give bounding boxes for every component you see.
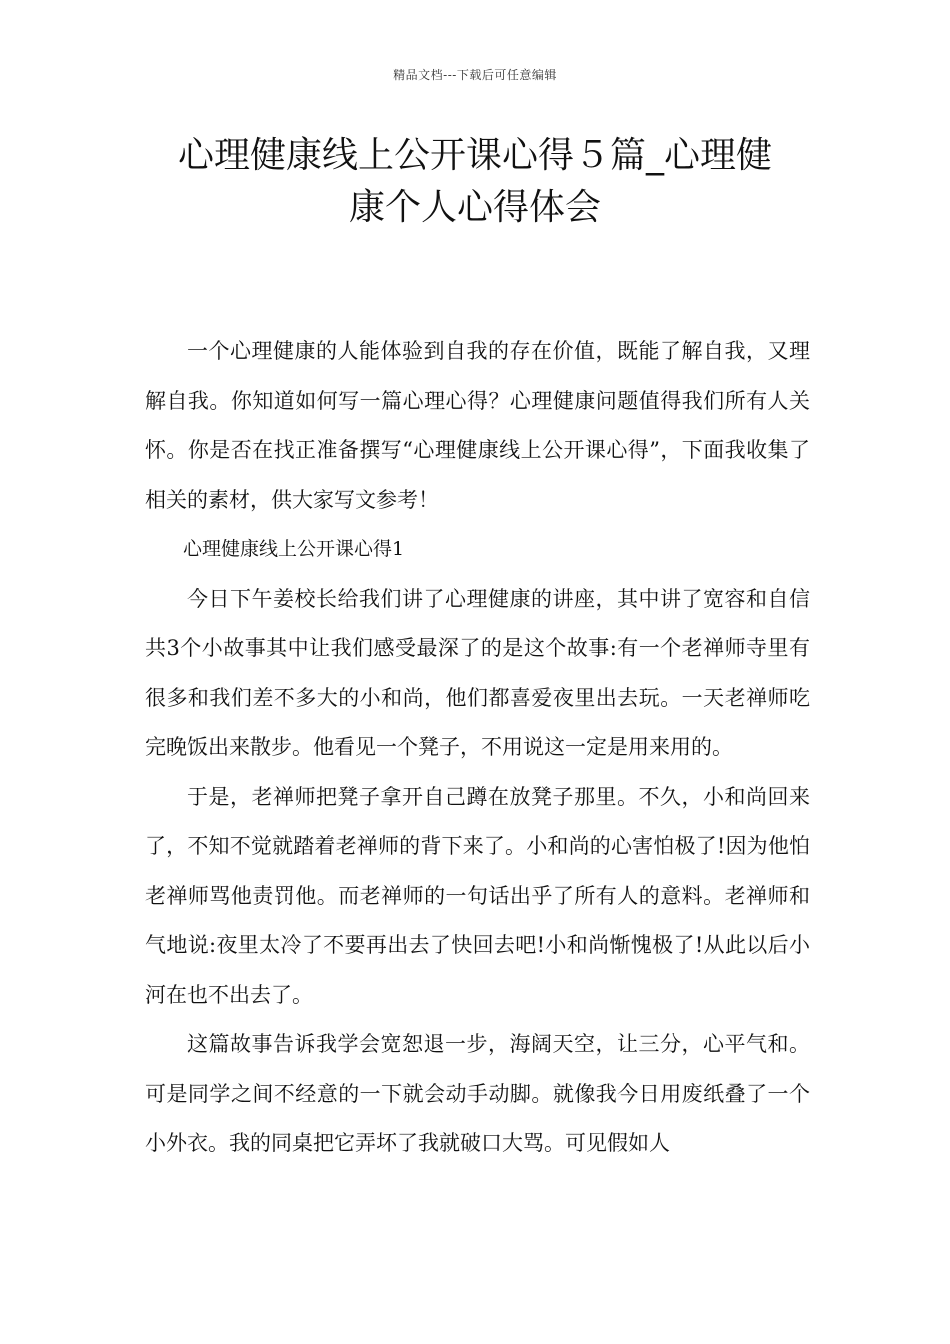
body-paragraph-3: 这篇故事告诉我学会宽恕退一步，海阔天空，让三分，心平气和。可是同学之间不经意的一下就会动手动脚。就像我今日用废纸叠了一个小外衣。我的同桌把它弄坏了我就破口大骂。可见假如人 <box>145 1032 810 1155</box>
page-header: 精品文档---下载后可任意编辑 <box>393 68 557 82</box>
title-line-1: 心理健康线上公开课心得５篇_心理健 <box>177 135 772 176</box>
document-body <box>145 327 810 1169</box>
title-line-2: 康个人心得体会 <box>348 187 601 228</box>
body-paragraph-1: 今日下午姜校长给我们讲了心理健康的讲座，其中讲了宽容和自信共3个小故事其中让我们感受最深了的是这个故事:有一个老禅师寺里有很多和我们差不多大的小和尚，他们都喜爱夜里出去玩。一天老禅师吃完晚饭出来散步。他看见一个凳子，不用说这一定是用来用的。 <box>145 586 810 759</box>
body-paragraph-2: 于是，老禅师把凳子拿开自己蹲在放凳子那里。不久，小和尚回来了，不知不觉就踏着老禅师的背下来了。小和尚的心害怕极了!因为他怕老禅师骂他责罚他。而老禅师的一句话出乎了所有人的意料。老禅师和气地说:夜里太冷了不要再出去了快回去吧!小和尚惭愧极了!从此以后小河在也不出去了。 <box>145 784 810 1007</box>
section-heading: 心理健康线上公开课心得1 <box>183 538 405 560</box>
intro-paragraph: 一个心理健康的人能体验到自我的存在价值，既能了解自我，又理解自我。你知道如何写一篇心理心得？心理健康问题值得我们所有人关怀。你是否在找正准备撰写“心理健康线上公开课心得”，下面我收集了相关的素材，供大家写文参考！ <box>145 339 810 512</box>
document-title <box>120 130 830 234</box>
